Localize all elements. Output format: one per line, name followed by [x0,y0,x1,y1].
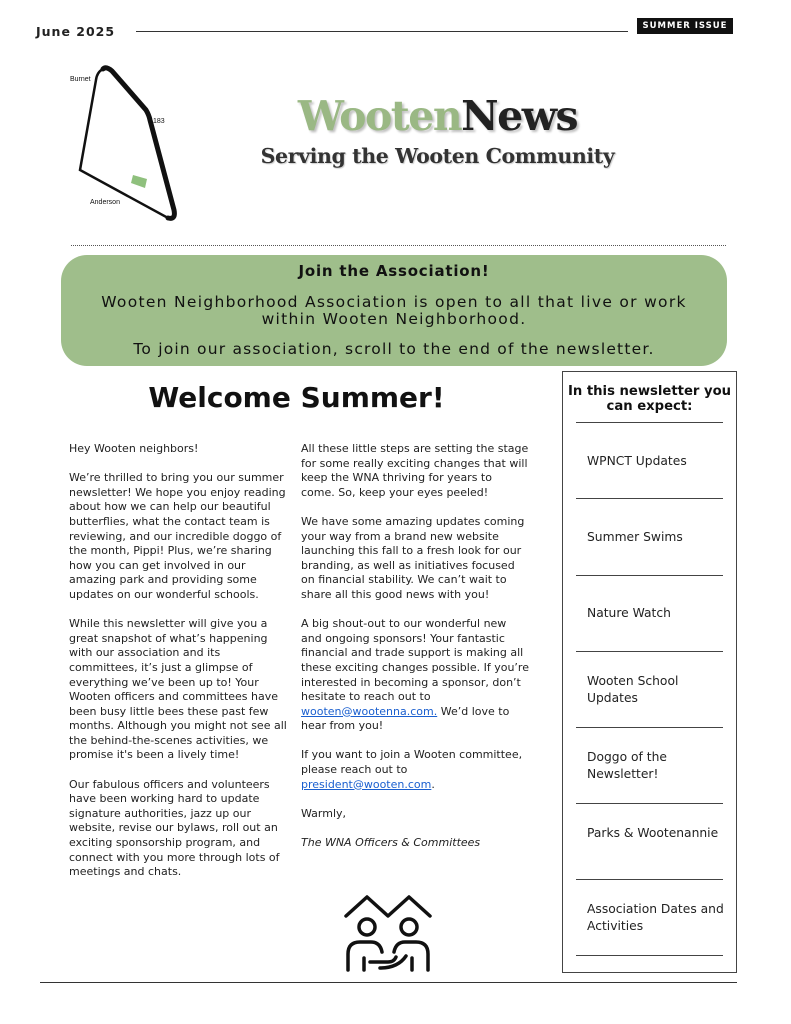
toc-item-association-dates: Association Dates and Activities [587,902,724,933]
toc-divider [576,879,723,880]
join-banner [61,255,727,366]
join-banner-instruction: To join our association, scroll to the end of the newsletter. [133,340,655,358]
article-paragraph: All these little steps are setting the stage for some really exciting changes that will keep the WNA thriving for years to come. So, keep your eyes peeled! [301,442,529,499]
masthead-title [240,92,635,140]
article-paragraph: While this newsletter will give you a great snapshot of what’s happening with our association and its committees, it’s just a glimpse of everything we’ve been up to! Your Wooten officers and committees have been busy little bees these past few months. Although you might not see all the behind-the-scenes activities, we promise it's been a lively time! [69,617,287,762]
header-rule [136,31,628,32]
map-label-183: 183 [153,118,165,125]
masthead-title-wooten: Wooten [297,92,462,140]
toc-divider [576,498,723,499]
committee-paragraph [301,748,529,792]
toc-item-school-updates: Wooten School Updates [587,674,679,705]
masthead-title-news: News [461,92,578,140]
map-label-anderson: Anderson [90,199,120,206]
president-email-link[interactable]: president@wooten.com [301,777,432,791]
toc-box [562,371,737,973]
map-label-burnet: Burnet [70,76,91,83]
toc-title: In this newsletter you can expect: [567,384,732,414]
article-column-2 [301,442,529,865]
article-paragraph: We have some amazing updates coming your way from a brand new website launching this fall to a fresh look for our branding, as well as initiatives focused on financial stability. We can’t wait to share all this good news with you! [301,514,525,601]
toc-divider [576,422,723,423]
signature: The WNA Officers & Committees [301,836,481,850]
committee-text-end: . [431,777,435,791]
family-home-icon [340,890,435,976]
toc-divider [576,651,723,652]
sponsor-text-end: We’d love to hear from you! [301,704,510,733]
issue-date: June 2025 [36,24,116,39]
toc-divider [576,575,723,576]
toc-item-doggo: Doggo of the Newsletter! [587,750,667,781]
masthead [240,92,635,168]
toc-divider [576,803,723,804]
article-paragraph: Our fabulous officers and volunteers have been working hard to update signature authorities, jazz up our website, revise our bylaws, roll out an exciting sponsorship program, and connect with you more through lots of meetings and chats. [69,777,280,879]
toc-divider [576,955,723,956]
sponsor-paragraph [301,617,529,734]
neighborhood-map-icon [66,60,186,225]
signoff: Warmly, [301,806,347,820]
masthead-subtitle: Serving the Wooten Community [260,144,615,168]
footer-rule [40,982,737,983]
sponsor-email-link[interactable]: wooten@wootenna.com. [301,704,438,718]
issue-badge: SUMMER ISSUE [637,18,733,34]
committee-text: If you want to join a Wooten committee, please reach out to [301,748,523,777]
toc-item-wpnct-updates: WPNCT Updates [587,454,687,468]
article-column-1 [69,442,291,894]
article-paragraph: Hey Wooten neighbors! [69,442,199,455]
article-paragraph: We’re thrilled to bring you our summer newsletter! We hope you enjoy reading about how we can help our beautiful butterflies, what the contact team is reviewing, and our incredible doggo of the month, Pippi! Plus, we’re sharing how you can get involved in our amazing park and providing some updates on our wonderful schools. [69,471,286,601]
toc-divider [576,727,723,728]
dotted-divider [71,245,726,246]
join-banner-title: Join the Association! [298,262,490,280]
toc-item-nature-watch: Nature Watch [587,606,671,620]
sponsor-text: A big shout-out to our wonderful new and ongoing sponsors! Your fantastic financial and trade support is making all these exciting changes possible. If you’re interested in becoming a sponsor, don’t hesitate to reach out to [301,617,529,704]
toc-item-parks: Parks & Wootenannie [587,826,719,840]
article-heading: Welcome Summer! [148,381,445,414]
join-banner-text: Wooten Neighborhood Association is open to all that live or work within Wooten Neighborhood. [101,293,687,328]
toc-item-summer-swims: Summer Swims [587,530,683,544]
